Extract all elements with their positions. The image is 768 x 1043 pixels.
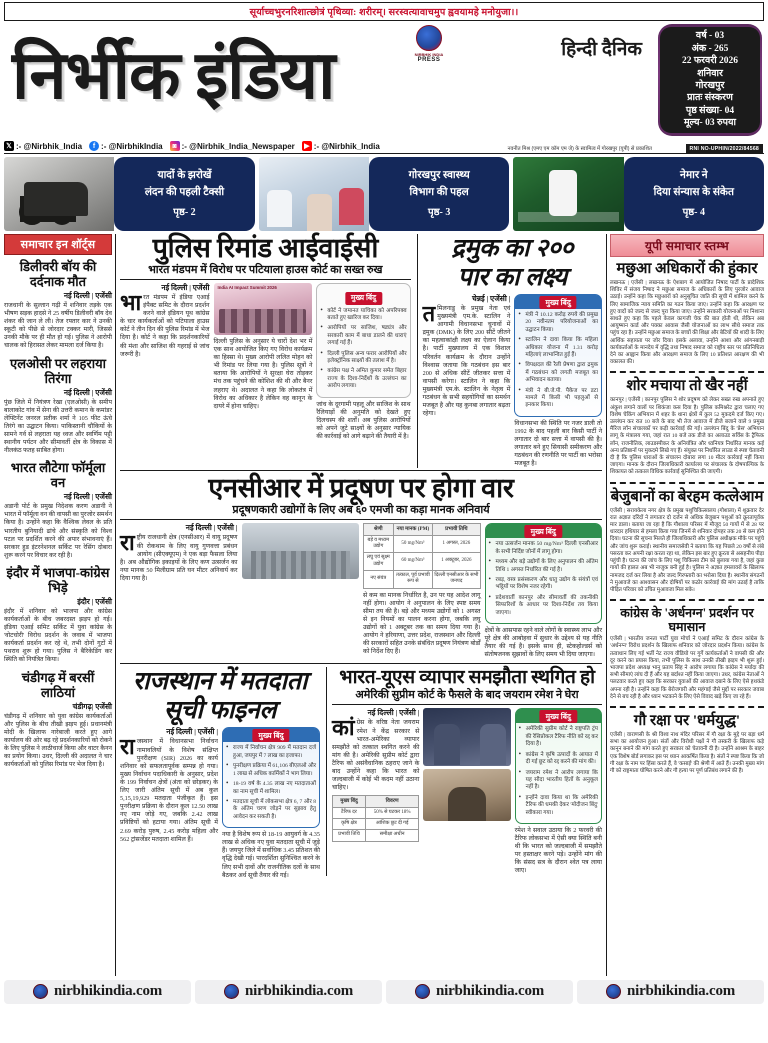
short-headline: डिलीवरी बॉय की दर्दनाक मौत	[19, 259, 97, 289]
story-dateline: नई दिल्ली | एजेंसी	[161, 283, 210, 292]
story-columns	[332, 708, 602, 875]
bottom-stories-row	[120, 667, 602, 879]
footer-logo-icon	[415, 984, 430, 999]
edition-pages: पृष्ठ संख्या- 04	[685, 105, 735, 116]
masthead	[4, 21, 764, 139]
table-row	[333, 830, 419, 841]
story-columns	[120, 283, 411, 441]
table-cell: बड़े व मध्यम उद्योग	[364, 535, 394, 553]
edition-price: मूल्य- 03 रुपया	[684, 118, 736, 129]
logo-press-label: PRESS	[417, 57, 441, 63]
story-photo-leader	[423, 769, 510, 821]
edition-issue: अंक - 265	[691, 43, 729, 54]
table-cell: 1 अगस्त, 2026	[433, 535, 480, 553]
footer-website-url: nirbhikindia.com	[626, 983, 736, 999]
key-points-box	[485, 523, 603, 624]
table-cell: तत्काल, पूर्व प्रभावी रूप से	[393, 570, 433, 588]
trade-summary-table	[332, 795, 419, 841]
footer-logo-icon	[33, 984, 48, 999]
teaser-item[interactable]	[259, 157, 510, 231]
pollution-standards-table	[363, 523, 481, 588]
key-point: • प्रदेशवार्ती कानपुर और सीमावर्ती की तकनीकी सिफारिशों के आधार पर दिशा-निर्देश तय किया जाएगा।	[489, 595, 599, 617]
footer-url-cell[interactable]	[386, 980, 573, 1004]
edition-info-inner	[660, 27, 760, 133]
key-points-list	[519, 726, 598, 816]
story-columns	[423, 294, 602, 468]
press-logo-icon	[416, 25, 442, 51]
teaser-photo-football	[513, 157, 623, 231]
table-cell: आंशिक छूट दी गई	[365, 818, 418, 829]
up-news-column	[606, 234, 764, 976]
table-cell: 50% से घटकर 18%	[365, 807, 418, 818]
key-points-list	[226, 745, 316, 821]
up-body: एजेंसी | वाराणसी के श्री विश्व नाथ मंदिर परिसर में गौ रक्षा के मुद्दे पर बड़ा धर्म सभा का आयोजन हुआ। संतों और विरोधी पक्षों ने गौ तस्करी के खिलाफ कड़े कानून बनाने की मांग करते हुए सरकार को चेतावनी दी है। उन्होंने आश्रम के बाहर एक विशेष बोर्ड लगाकर इस पर ध्यान आकर्षित किया है। संतों ने स्पष्ट किया कि जो गौ रक्षा के नाम पर हिंसा करते हैं, वे 'कसाई' की श्रेणी में आते हैं। उनकी मुख्य मांग गौ को राष्ट्रमाता घोषित करने और गौ हत्या पर पूर्ण प्रतिबंध लगाने की है।	[610, 731, 764, 774]
key-points-label: मुख्य बिंदु	[540, 710, 577, 723]
key-points-list	[489, 541, 599, 617]
key-points-label: मुख्य बिंदु	[540, 296, 577, 309]
story-headline-line1: द्रमुक का २००	[451, 235, 574, 262]
social-handle-youtube-text: :- @Nirbhik_India	[313, 141, 380, 151]
up-body: एजेंसी | भारतीय जनता पार्टी युवा मोर्चा ने एआई समिट के दौरान कांग्रेस के 'अर्धनग्न' विरोध प्रदर्शन के खिलाफ शनिवार को जोरदार प्रदर्शन किया। कांग्रेस के तत्वाधान लिए गई भर्ती नेट राज्य वीडियो पर गुर्गे कार्यकर्ताओं ने वापसी की और दूर करने का प्रयास किया, तभी पुलिस के साथ उनकी तीखी झड़प भी शुरू हुई। भाजपा प्रदेश अध्यक्ष भानु प्रताप सिंह ने आरोप लगाया कि कांग्रेस ने मर्यादा की सभी सीमाएं लांघ दी हैं और यह बर्दाश्त नहीं किया जाएगा। उधर, कांग्रेस नेताओं ने पलटवार करते हुए कहा कि सरकार युवाओं की आवाज दबाने के लिए ऐसे हथकंडे अपना रही है। उन्होंने कहा कि बेरोजगारी और महंगाई जैसे मुद्दों पर सरकार जवाब देने से बच रही है और ध्यान भटकाने के लिए ऐसे विवाद खड़े किए जा रहे हैं।	[610, 636, 764, 700]
story-keypoints-col	[514, 294, 602, 468]
story-body-2: विधानसभा की स्थिति पर नजर डाली तो 1992 के बाद पहली बार किसी पार्टी ने लगातार दो बार सत्ता में वापसी की है। लगातार बने हुए सियासी समीकरण और गठबंधन की रणनीति पर पार्टी का भरोसा मजबूत है।	[514, 419, 603, 468]
short-body: इंदौर में शनिवार को भाजपा और कांग्रेस कार्यकर्ताओं के बीच जबरदस्त झड़प हो गई। इंडिया एआई समिट सर्किट में युवा कांग्रेस के 'वोटचोरी' विरोध प्रदर्शन के जवाब में भाजपा कार्यकर्ता प्रदर्शन कर रहे थे, तभी दोनों गुटों में पथराव शुरू हो गया। पुलिस ने बैरिकेडिंग कर स्थिति को नियंत्रित किया।	[4, 607, 112, 664]
social-handle-x-text: :- @Nirbhik_India	[16, 141, 83, 151]
key-points-label: मुख्य बिंदु	[252, 729, 289, 742]
story-photo-col	[242, 523, 360, 659]
table-cell: समीक्षा अधीन	[365, 830, 418, 841]
dashed-divider	[610, 706, 764, 708]
youtube-icon: ▶	[302, 141, 312, 151]
main-stories-column	[120, 234, 602, 976]
newspaper-title: निर्भीक इंडिया	[12, 39, 335, 113]
story-text-col	[423, 294, 511, 468]
short-dateline: नई दिल्ली | एजेंसी	[63, 492, 112, 502]
social-handles-strip	[4, 139, 764, 154]
story-headline-line2: पार का लक्ष्य	[457, 264, 567, 291]
up-body: कानपुर | एजेंसी | कानपुर पुलिस ने शोर प्रदूषण को लेकर सख्त रुख अपनाते हुए अंकुश लगाने वालों पर शिकंजा कस दिया है। पुलिस कमिश्नरेट द्वारा चलाए गए विशेष चेकिंग अभियान में शहर के थाना क्षेत्रों में कुल 52 मुकदमे दर्ज किए गए। उल्लंघन कर रात 10 बजे के बाद भी तेज आवाज में डीजे बजाने वाले 9 प्रमुख मैरिज लॉन संचालकों पर कड़ी कार्रवाई की गई। उल्लंघन बिंदु के 'प्रेस' अभियान लागू के मंत्रालय गया, जहां रात 10 बजे तक डीजे का अलाउड सर्विस के ट्रैफिक लॉन, राजनीतिक, लाउडस्पीकर के अनियंत्रित और ध्वनियत्र निर्धारित मानक कई अन्य प्रतिष्ठानों पर मुकदमे लिखे गए हैं। संयुक्त पर निर्धारित लाउड से स्पष्ट चेतावनी दी है कि पुलिस धाराओं के संचालन दोबारा लगा 10 मीटर कार्रवाई नहीं किया जाएगा। मानक के दौरान जिलाधिकारी कार्यालय पर संचालक के दोषपाल्यिक के शिकायत को तत्काल विधिक कार्रवाई सुनिश्चित की जाएगी।	[610, 397, 764, 476]
table-cell: प्रभावी तिथि	[333, 830, 366, 841]
key-point: • राज्य में निर्वाचन क्षेत्र 909 में मतदान दर्ज हुआ, जयपुर में 7 लाख का इजाफा।	[226, 745, 316, 760]
key-point: • इन्होंने दावा किया था कि अमेरिकी टैरिफ की धमकी देकर 'मोदीजन बिंदु' स्वीकारा गया।	[519, 795, 598, 817]
story-body-2: रमेश ने सवाल उठाया कि 2 फरवरी की टैरिफ लोकसभा में ऐसी क्या स्थिति बनी थी कि भारत को जल्दबाजी में समझौते पर हस्ताक्षर करने पड़े। उन्होंने मांग की कि संसद सत्र के दौरान श्वेत पत्र लाया जाए।	[514, 826, 602, 875]
story-keypoints-col	[515, 708, 602, 875]
teaser-line-2: विभाग की पहल	[409, 187, 469, 198]
teaser-line-2: दिया संन्यास के संकेत	[653, 187, 734, 198]
teaser-photo-carriage	[4, 157, 114, 231]
key-point: • मध्यम और बड़े उद्योगों के लिए अनुपालन की अंतिम तिथि 1 अगस्त निर्धारित की गई है।	[489, 559, 599, 574]
table-header-row	[333, 796, 419, 807]
sanskrit-shloka-bar	[4, 2, 764, 21]
edition-city: गोरखपुर	[695, 81, 725, 91]
table-row	[333, 818, 419, 829]
teaser-line-1: यादों के झरोखें	[157, 169, 212, 181]
story-body-1: तमिलनाडु के प्रमुख नेता एवं मुख्यमंत्री एम.के. स्टालिन ने आगामी विधानसभा चुनावों में द्रमुक (DMK) के लिए 200 सीटें जीतने का महत्वाकांक्षी लक्ष्य का ऐलान किया है। पार्टी मुख्यालय में एक विशाल परिवर्तन कार्यक्रम के दौरान उन्होंने विश्वास जताया कि गठबंधन इस बार 200 से अधिक सीटें जीतकर सत्ता में वापसी करेगा। स्टालिन ने कहा कि मुख्यमंत्री एम.के. स्टालिन के नेतृत्व में गठबंधन के सभी सहयोगियों का समर्थन मजबूत है और यह कुनबा लगातार बढ़ता रहेगा।	[422, 301, 511, 418]
story-headline: एनसीआर में प्रदूषण पर होगा वार	[208, 473, 514, 504]
story-body-1: राष्ट्रीय राजधानी क्षेत्र (एनसीआर) में वायु प्रदूषण की रोकथाम के लिए वायु गुणवत्ता प्रबंधन आयोग (सीएक्यूएम) ने एक बड़ा फैसला लिया है। अब औद्योगिक इकाइयों के लिए कण उत्सर्जन का नया मानक 50 मिलीग्राम प्रति घन मीटर अनिवार्य कर दिया गया है।	[120, 530, 238, 582]
story-dateline: नई दिल्ली | एजेंसी |	[367, 708, 420, 718]
teaser-caption-box	[114, 157, 254, 231]
story-subhead: भारत मंडपम में विरोध पर पटियाला हाउस कोर्ट का सख्त रुख	[148, 264, 383, 276]
divider	[120, 519, 602, 520]
short-body: पुंछ जिले में नियंत्रण रेखा (एलओसी) के समीप बालाकोट गांव में सेना की उत्तरी कमान के कमांडर लेफ्टिनेंट जनरल प्रतीक शर्मा ने 105 फीट ऊंचे तिरंगे का उद्घाटन किया। पाकिस्तानी चौकियों के सामने गर्व से लहराता यह ध्वज और स्वर्णिम पट्टी स्थानीय पर्यटन और सीमावर्ती क्षेत्र के विकास में नीलकंठ फतह साबित होगा।	[4, 398, 112, 455]
story-columns	[120, 523, 602, 659]
story-headline: पुलिस रिमांड आईवाईसी	[152, 233, 379, 263]
story-subhead: अमेरिकी सुप्रीम कोर्ट के फैसले के बाद जयराम रमेश ने घेरा	[355, 689, 579, 702]
masthead-left	[4, 21, 658, 139]
table-row	[364, 570, 481, 588]
social-handle-facebook-text: :- @NirbhikIndia	[101, 141, 163, 151]
story-text-col	[120, 523, 238, 659]
dashed-divider	[610, 371, 764, 373]
key-point: • विपक्षदल की रैली प्रेषणा द्वारा द्रमुक में गठबंधन को लगती मजबूत का अभिवादन बताया।	[518, 362, 598, 384]
key-points-box	[222, 727, 320, 828]
short-headline: इंदौर में भाजपा-कांग्रेस भिड़े	[6, 564, 110, 595]
key-points-label: मुख्य बिंदु	[525, 525, 562, 538]
instagram-icon: ◙	[170, 141, 180, 151]
story-text-col	[120, 727, 218, 879]
footer-logo-icon	[224, 984, 239, 999]
top-stories-row	[120, 234, 602, 468]
short-headline: भारत लौटेगा फॉर्मूला वन	[10, 460, 106, 491]
social-handle-facebook[interactable]	[89, 141, 163, 151]
table-cell: 60 mg/Nm³	[393, 553, 433, 571]
story-photo-col	[214, 283, 313, 441]
divider	[120, 279, 411, 280]
key-point: • स्टालिन ने दावा किया कि महिला अधिकार योजना में 1.31 करोड़ महिलाएं लाभान्वित हुई हैं।	[518, 337, 598, 359]
key-points-header	[486, 524, 602, 538]
news-shorts-column	[4, 234, 116, 976]
teaser-item[interactable]	[4, 157, 255, 231]
up-headline: मछुआ अधिकारों की हुंकार	[616, 261, 758, 277]
footer-url-cell[interactable]	[195, 980, 382, 1004]
up-headline: कांग्रेस के 'अर्धनग्न' प्रदर्शन पर घमासान	[620, 606, 754, 635]
short-headline: एलओसी पर लहराया तिरंगा	[10, 355, 106, 386]
short-body: अडानी पोर्ट के प्रमुख निदेशक करण अडानी ने भारत में फॉर्मूला वन की वापसी का पुरजोर समर्थन किया है। उन्होंने कहा कि वैश्विक लेवल के प्रति भारतीय बुनियादी ढांचे और संस्कृति को विश्व पटल पर प्रदर्शित करने की अपार संभावनाएं हैं। सरकार हुड इंटरनेशनल सर्किट पर रेसिंग दोबारा शुरू करने पर विचार कर रही है।	[4, 503, 112, 559]
logo-caption: NIRBHIK INDIA	[414, 52, 444, 57]
story-subhead: प्रदूषणकारी उद्योगों के लिए अब ६० एमजी का कड़ा मानक अनिवार्य	[232, 504, 490, 517]
teaser-strip	[4, 157, 764, 231]
story-rajasthan[interactable]	[120, 667, 320, 879]
table-cell: 50 mg/Nm³	[393, 535, 433, 553]
table-cell: कृषि क्षेत्र	[333, 818, 366, 829]
short-dateline: नई दिल्ली | एजेंसी	[63, 291, 112, 300]
up-news-item[interactable]	[610, 713, 764, 775]
up-news-ribbon: यूपी समाचार स्तम्भ	[610, 234, 764, 257]
story-body-1: राजस्थान में विधानसभा निर्वाचन नामावलियों के विशेष संक्षिप्त पुनरीक्षण (SIR) 2026 का कार्य शनिवार को सफलतापूर्वक सम्पन्न हो गया। मुख्य निर्वाचन पदाधिकारी के अनुसार, प्रदेश के 199 निर्वाचन क्षेत्रों (अंता को छोड़कर) के लिए जारी अंतिम सूची में अब कुल 5,15,19,929 मतदाता पंजीकृत हैं। इस पुनरीक्षण प्रक्रिया के दौरान कुल 12.50 लाख नए नाम जोड़े गए, जबकि 2.42 लाख प्रविष्टियों को हटाया गया। अंतिम सूची में 2.69 करोड़ पुरुष, 2.45 करोड़ महिला और 562 ट्रांसजेंडर मतदाता शामिल हैं।	[120, 734, 218, 843]
short-news-item[interactable]	[4, 259, 112, 351]
x-twitter-icon: 𝕏	[4, 141, 14, 151]
key-point: • दिल्ली पुलिस अन्य फरार आरोपियों और इलेक्ट्रॉनिक साक्ष्यों की तलाश में है।	[320, 351, 406, 366]
up-body: एजेंसी | सरायकेला नगर क्षेत्र के प्रमुख पशुचिकित्सालय (गोशाला) में शुक्रवार देर रात अज्ञात दरिंदों ने लगातार दो दर्जन से अधिक बेजुबान पशुओं को क्रूरतापूर्वक मार डाला। बताया जा रहा है कि गौशाला परिसर में मौजूद 50 गायों में से 28 पर धारदार हथियार से हमला किया गया जिनमें से शनिवार दोपहर तक 20 से कम होने दिया। घटना की सूचना मिलते ही जिलाधिकारी और पुलिस अधीक्षक मौके पर पहुंचे और जांच शुरू कराई। स्थानीय समाजसेवी ने बताया कि यह पिछले 20 वर्षों से लंबे पसरता कर अपनी रक्षा करता रहा था, लेकिन इस बार हुए क्रूरता से असहनीय पीड़ा पहुंची है। घटना की जांच के लिए पशु चिकित्सा टीम को बुलाया गया है, जहां कुछ गायों की हालत अब भी नाजुक बनी हुई है। पुलिस ने अज्ञात हमलावरों के खिलाफ नामजद दर्ज कर लिया है और जल्द गिरफ्तारी का भरोसा दिया है। स्थानीय संगठनों ने मुआवजे का आश्वासन और दोषियों पर कठोर कार्रवाई की मांग उठाई है ताकि पीड़ित परिवार को उचित मुआवजा मिल सके।	[610, 507, 764, 593]
key-points-header	[223, 728, 319, 742]
story-dateline: नई दिल्ली | एजेंसी |	[185, 523, 238, 533]
edition-date: 22 फरवरी 2026	[681, 56, 739, 67]
table-row	[333, 807, 419, 818]
up-news-item[interactable]	[610, 261, 764, 366]
main-content-grid	[4, 234, 764, 976]
edition-type: प्रातः संस्करण	[687, 93, 733, 104]
story-dmk[interactable]	[417, 234, 602, 468]
key-point: • 18-19 वर्ष के 4.35 लाख नए मतदाताओं का नाम सूची में शामिल।	[226, 781, 316, 796]
dashed-divider	[610, 599, 764, 601]
short-body: राजधानी के सुल्तान गढ़ी में शनिवार तड़के एक भीषण सड़क हादसे ने 25 वर्षीय डिलीवरी बॉय देव शंकर की जान ले ली। तेज रफ्तार कार ने उनकी स्कूटी को पीछे से जोरदार टक्कर मारी, जिससे उनकी मौके पर ही मौत हो गई। पुलिस ने आरोपी चालक को हिरासत लेकर मामला दर्ज किया है।	[4, 302, 112, 350]
up-headline: गौ रक्षा पर 'धर्मयुद्ध'	[633, 712, 741, 729]
table-col-header: प्रभावी तिथि	[433, 524, 480, 535]
footer-website-url: nirbhikindia.com	[53, 983, 163, 999]
table-cell: दिल्ली एनसीआर के सभी जनपद	[433, 570, 480, 588]
footer-url-cell[interactable]	[577, 980, 764, 1004]
divider	[332, 704, 602, 705]
up-news-item[interactable]	[610, 378, 764, 476]
short-news-item[interactable]	[4, 670, 112, 770]
story-police-remand[interactable]	[120, 234, 411, 441]
story-photo-handshake	[423, 708, 510, 766]
story-keypoints-col	[316, 283, 410, 441]
teaser-caption-box	[369, 157, 509, 231]
up-headline: शोर मचाया तो खैर नहीं	[626, 378, 748, 395]
story-headline: भारत-यूएस व्यापार समझौता स्थगित हो	[339, 667, 595, 689]
short-dateline: नई दिल्ली | एजेंसी	[63, 387, 112, 397]
table-col-header: श्रेणी	[364, 524, 394, 535]
edition-year: वर्ष - 03	[695, 31, 725, 42]
key-point: • कांग्रेस पक्ष ने अमित कुमार समेत बिहार राज्य के दिशा-निर्देशों के उल्लंघन का आरोप लगाया।	[320, 368, 406, 390]
story-keypoints-col	[222, 727, 320, 879]
key-points-list	[320, 308, 406, 391]
key-point: • अमेरिकी सुप्रीम कोर्ट ने राष्ट्रपति ट्रंप की रेसिप्रोकल टैरिफ नीति को रद्द कर दिया है।	[519, 726, 598, 748]
table-col-header: विवरण	[365, 796, 418, 807]
social-handle-x[interactable]	[4, 141, 82, 151]
up-headline: बेजुबानों का बेरहम कत्लेआम	[610, 488, 764, 505]
short-news-item[interactable]	[4, 460, 112, 560]
footer-logo-icon	[606, 984, 621, 999]
footer-website-url: nirbhikindia.com	[435, 983, 545, 999]
story-text-col	[120, 283, 210, 441]
story-body-2: से कम का मानक निर्धारित है, उन पर यह आदेश लागू नहीं होगा। आयोग ने अनुपालन के लिए स्पष्ट समय सीमा तय की है। बड़े और मध्यम उद्योगों को 1 अगस्त से इन नियमों का पालन करना होगा, जबकि लघु उद्योगों को 1 अक्टूबर तक का समय दिया गया है। आयोग ने हरियाणा, उत्तर प्रदेश, राजस्थान और दिल्ली की सरकारों सहित उनके संबंधित प्रदूषण नियंत्रण बोर्डों को निर्देश दिए हैं।	[363, 591, 481, 656]
story-text-col	[332, 708, 419, 875]
story-headline-line1: राजस्थान में मतदाता	[132, 668, 308, 696]
short-dateline: चंडीगढ़| एजेंसी	[72, 701, 112, 711]
key-point: • नया उत्सर्जन मानक 50 mg/Nm³ दिल्ली एनसीआर के सभी निर्दिष्ट जोनों में लागू होगा।	[489, 541, 599, 556]
footer-url-cell[interactable]	[4, 980, 191, 1004]
teaser-caption-box	[624, 157, 764, 231]
table-cell: नए संयंत्र	[364, 570, 394, 588]
short-news-item[interactable]	[4, 356, 112, 456]
shloka-text: सूर्याच्चभुरनरिशात्छोत्रं पृथिव्या: शरीरम्। सरस्वत्यावाचमुप ह्ववयामहे मनोयुजा।।	[249, 8, 519, 18]
key-points-list	[518, 312, 598, 410]
publisher-note: नवनीत मिश्र (एमए एम कॉम एम जे) के स्वामित्व में गोरखपुर (यूपी) से प्रकाशित	[507, 146, 652, 152]
teaser-page-ref: पृष्ठ- 2	[173, 207, 196, 219]
key-points-header	[516, 709, 601, 723]
table-cell: लघु एवं सूक्ष्म उद्योग	[364, 553, 394, 571]
photo-caption: India AI Impact Summit 2026	[217, 285, 277, 290]
short-headline: चंडीगढ़ में बरसीं लाठियां	[21, 669, 95, 700]
story-india-us[interactable]	[326, 667, 602, 875]
story-body-1: कांग्रेस के वरिष्ठ नेता जयराम रमेश ने केंद्र सरकार से भारत-अमेरिका व्यापार समझौते को तत्काल स्थगित करने की मांग की है। अमेरिकी सुप्रीम कोर्ट द्वारा टैरिफ को असंवैधानिक ठहराए जाने के बाद उन्होंने कहा कि भारत को जल्दबाजी में कोई भी कदम नहीं उठाना चाहिए।	[332, 715, 420, 792]
key-point: • कोर्ट ने जमानत याचिका को अपरिपक्व बताते हुए खारिज कर दिया।	[320, 308, 406, 323]
teaser-line-1: गोरखपुर स्वास्थ्य	[408, 169, 470, 181]
up-body: लखनऊ | एजेंसी | लखनऊ के ऐशबाग में आयोजित निषाद पार्टी के प्रादेशिक शिविर में संजय निषाद ने मछुआ समाज के अधिकारों के लिए पुरजोर आवाज उठाई। उन्होंने कहा कि मछुआरों को अनुसूचित जाति की सूची में शामिल करने के लिए सामाजिक न्याय समिति का गठन किया जाए। उन्होंने कहा कि आरक्षण पर हुए वादों को जल्द से जल्द पूरा किया जाए। उन्होंने सरकारी योजनाओं पर निशाना साधते हुए कहा कि पहले केवल कागजी चेक की बात होती थी, लेकिन अब आयुष्मान कार्ड और पक्का आवास जैसी योजनाओं का लाभ सीधे समाज तक पहुंच रहा है। उन्होंने मछुआ समाज के बच्चों की शिक्षा और बेटियों की शादी के लिए आर्थिक सहायता पर जोर दिया। इसके अलावा, उन्होंने आशा और आंगनबाड़ी कार्यकर्ताओं के मानदेय में वृद्धि तथा निषाद समाज को राष्ट्रीय स्तर पर प्रतिनिधित्व देने का आह्वान किया और आरक्षण समाज के लिए 10 प्रतिशत आरक्षण की भी वकालत की।	[610, 280, 764, 366]
rni-number-badge: RNI NO-UPHIN/2022/84568	[686, 144, 763, 153]
story-body-2: दिल्ली पुलिस के अनुसार ये चारों देश भर में एक साथ आयोजित किए गए विरोध कार्यक्रम का हिस्सा थे। मुख्य आरोपी ललित मोहन को भी रिमांड पर लिया गया है। पुलिस सूत्रों ने बताया कि आरोपियों ने सुरक्षा घेरा तोड़कर मंच तक पहुंचने की कोशिश की थी और बैनर लहराए थे। अदालत ने कहा कि लोकतंत्र में विरोध का अधिकार है लेकिन वह कानून के दायरे में होना चाहिए।	[213, 338, 313, 410]
table-row	[364, 553, 481, 571]
news-shorts-ribbon: समाचार इन शॉर्ट्स	[4, 234, 112, 255]
edition-day: शनिवार	[697, 68, 723, 79]
page-footer	[4, 978, 764, 1005]
story-columns	[120, 727, 320, 879]
story-headline-line2: सूची फाइनल	[163, 697, 277, 725]
footer-website-url: nirbhikindia.com	[244, 983, 354, 999]
teaser-line-1: नेमार ने	[680, 169, 708, 181]
short-body: चंडीगढ़ में शनिवार को युवा कांग्रेस कार्यकर्ताओं और पुलिस के बीच तीखी झड़प हुई। प्रधानमंत्री मोदी के खिलाफ नारेबाजी करते हुए आगे कार्यालय की ओर बढ़ रहे प्रदर्शनकारियों को रोकने के लिए पुलिस ने लाठीचार्ज किया और वाटर कैनन का प्रयोग किया। उधर, दिल्ली की अदालत ने चार कार्यकर्ताओं को पुलिस रिमांड पर भेज दिया है।	[4, 712, 112, 769]
teaser-photo-hospital	[259, 157, 369, 231]
story-body-3: क्षेत्रों के आसपास रहने वाले लोगों के स्वास्थ्य लाभ और पूरे क्षेत्र की आबोहवा में सुधार के उद्देश्य से यह नीति तैयार की गई है। इसके साथ ही, स्टेकहोल्डर्स को संतोषजनक सुझावों के लिए समय भी दिया जाएगा।	[484, 627, 602, 659]
story-body-1: भारत मंडपम में इंडिया एआई इंपैक्ट समिट के दौरान प्रदर्शन करने वाले इंडियन यूथ कांग्रेस के चार कार्यकर्ताओं को पटियाला हाउस कोर्ट ने तीन दिन की पुलिस रिमांड में भेज दिया है। कोर्ट ने कहा कि प्रदर्शनकारियों की मंशा और साजिश की गहराई से जांच जरूरी है।	[120, 290, 210, 358]
table-col-header: नया मानक (PM)	[393, 524, 433, 535]
masthead-logo	[412, 25, 446, 63]
story-table-col	[363, 523, 481, 659]
hindi-daily-label: हिन्दी दैनिक	[561, 39, 642, 60]
story-photo-ai-summit	[214, 283, 313, 335]
facebook-icon: f	[89, 141, 99, 151]
key-point: • मंत्री ने बी.जे.पी. पैकेज पर डटा मामले में किसी भी पहलुओं से इनकार किया।	[518, 388, 598, 410]
social-handle-instagram-text: :- @Nirbhik_India_Newspaper	[181, 141, 295, 151]
story-photo-smog	[242, 523, 360, 579]
key-points-label: मुख्य बिंदु	[345, 292, 382, 305]
divider	[120, 663, 602, 664]
story-body-3: जांच के दूरगामी पहलू और साजिश के साथ रैलियाड़ों की अनुमति को देखते हुए दिलचस्प की शर्तों। अब पुलिस आरोपियों को अपने जुटे साक्ष्यों के अनुसार न्यायिक की कार्रवाई को आगे बढ़ाने की तैयारी में है।	[316, 400, 411, 440]
edition-info-panel	[658, 24, 762, 136]
key-points-header	[515, 295, 601, 309]
key-point: • पुनरीक्षण प्रक्रिया में 61,106 बीएलओ और 1 लाख से अधिक कार्मिकों ने भाग लिया।	[226, 763, 316, 778]
key-point: • कांग्रेस ने कृषि उत्पादों के आयात में दी गई छूट को रद्द करने की मांग की।	[519, 752, 598, 767]
teaser-page-ref: पृष्ठ- 4	[682, 207, 706, 219]
story-photo-col	[423, 708, 510, 875]
key-point: • जयराम रमेश ने आरोप लगाया कि यह सौदा भारतीय हितों के अनुकूल नहीं है।	[519, 770, 598, 792]
key-points-box	[515, 708, 602, 823]
story-dateline: चेन्नई | एजेंसी |	[471, 294, 511, 303]
table-header-row	[364, 524, 481, 535]
table-cell: टैरिफ दर	[333, 807, 366, 818]
short-dateline: इंदौर | एजेंसी	[77, 596, 112, 606]
teaser-line-2: लंदन की पहली टैक्सी	[144, 187, 225, 198]
divider	[120, 470, 602, 471]
up-news-item[interactable]	[610, 489, 764, 594]
key-point: • रबड़, वस्त्र प्रसंस्करण और धातु उद्योग के संयंत्रों एवं भट्ठियों पर विशेष नजर रहेगी।	[489, 577, 599, 592]
teaser-item[interactable]	[513, 157, 764, 231]
key-point: • मंत्री ने 10.12 करोड़ रुपये की प्रमुख 20 नवीनतम परियोजनाओं का उद्घाटन किया।	[518, 312, 598, 334]
story-keypoints-col	[485, 523, 603, 659]
teaser-page-ref: पृष्ठ- 3	[427, 207, 451, 219]
key-points-box	[316, 283, 410, 398]
table-row	[364, 535, 481, 553]
key-points-box	[514, 294, 602, 417]
story-ncr-pollution[interactable]	[120, 474, 602, 659]
short-news-item[interactable]	[4, 565, 112, 665]
key-point: • आरोपियों पर साजिश, षड्यंत्र और सरकारी काम में बाधा डालने की धाराएं लगाई गई हैं।	[320, 325, 406, 347]
up-news-item[interactable]	[610, 606, 764, 701]
story-dateline: नई दिल्ली | एजेंसी |	[166, 727, 218, 737]
table-col-header: मुख्य बिंदु	[333, 796, 366, 807]
story-body-2: नया है विशेष रूप से 18-19 आयुवर्ग के 4.35 लाख से अधिक नए युवा मतदाता सूची में जुड़े हैं। जयपुर जिले में सर्वाधिक 3.45 प्रतिशत की वृद्धि देखी गई। पारदर्शिता सुनिश्चित करने के लिए सभी दावों और राजनीतिक दलों के साथ बैठकर अर्ध सूची तैयार की गई।	[222, 831, 320, 879]
table-cell: 1 अक्टूबर, 2026	[433, 553, 480, 571]
key-point: • मतदाता सूची में लोकसभा क्षेत्र 6, 7 और 8 के अंतिम चरण जोड़ने पर सुझाव हेतु आवेदन कर सकती है।	[226, 799, 316, 821]
social-handle-youtube[interactable]	[302, 141, 380, 151]
dashed-divider	[610, 482, 764, 484]
social-handle-instagram[interactable]	[170, 141, 295, 151]
